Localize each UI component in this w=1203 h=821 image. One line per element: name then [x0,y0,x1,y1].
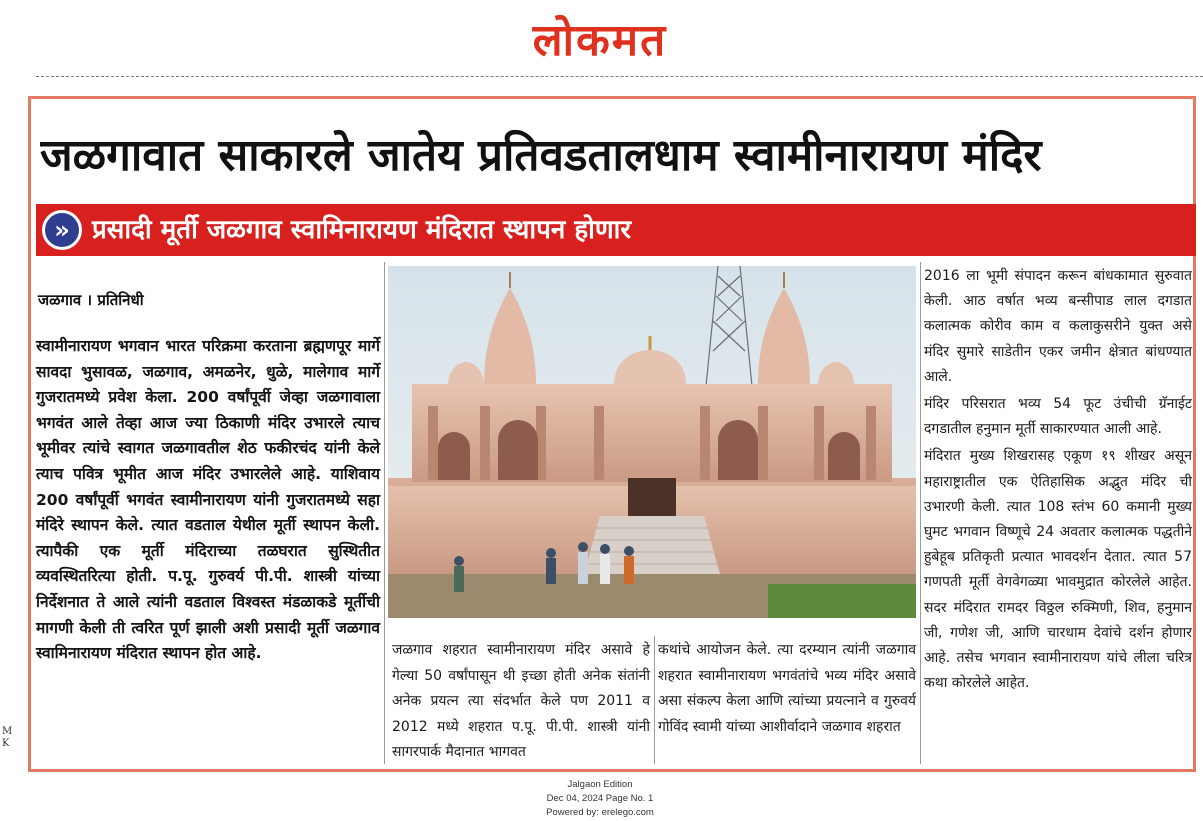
article-column-4 [924,264,1192,698]
column-4-paragraph-2: मंदिर परिसरात भव्य 54 फूट उंचीची ग्रॅनाईट दगडातील हनुमान मूर्ती साकारण्यात आली आहे. [924,396,1192,438]
article-column-3: कथांचे आयोजन केले. त्या दरम्यान त्यांनी जळगाव शहरात स्वामीनारायण भगवंतांचे भव्य मंदिर असावे असा संकल्प केला आणि त्यांच्या प्रयत्नाने व गुरुवर्य गोविंद स्वामी यांच्या आशीर्वादाने जळगाव शहरात [658,642,916,735]
date-page-label: Dec 04, 2024 Page No. 1 [546,793,654,804]
article-column-2: जळगाव शहरात स्वामीनारायण मंदिर असावे हे गेल्या 50 वर्षांपासून थी इच्छा होती अनेक संतांनी अनेक प्रयत्न त्या संदर्भात केले पण 2011 व 2012 मध्ये शहरात प.पू. पी.पी. शास्त्री यांनी सागरपार्क मैदानात भागवत [392,642,650,760]
column-divider [654,636,655,764]
column-divider [920,262,921,764]
column-divider [384,262,385,764]
column-4-paragraph-1: 2016 ला भूमी संपादन करून बांधकामात सुरुवात केली. आठ वर्षात भव्य बन्सीपाड लाल दगडात कलात्मक कोरीव काम व कलाकुसरीने युक्त असे मंदिर सुमारे साडेतीन एकर जमीन क्षेत्रात बांधण्यात आले. [924,268,1192,385]
column-4-paragraph-3: मंदिरात मुख्य शिखरासह एकूण १९ शीखर असून महाराष्ट्रातील एक ऐतिहासिक अद्भुत मंदिर ची उभारणी केली. त्यात 108 स्तंभ 60 कमानी मुख्य घुमट भगवान विष्णूचे 24 अवतार कलात्मक पद्धतीने हुबेहूब प्रतिकृती प्रत्यात भावदर्शन देतात. त्यात 57 गणपती मूर्ती वेगवेगळ्या भावमुद्रात कोरलेले आहेत. सदर मंदिरात रामदर विठ्ठल रुक्मिणी, शिव, हनुमान जी, गणेश जी, आणि चारधाम देवांचे दर्शन होणार आहे. तसेच भगवान स्वामीनारायण यांचे लीला चरित्र कथा कोरलेले आहेत. [924,448,1192,692]
newspaper-logo: लोकमत [532,15,668,66]
subheadline-text: प्रसादी मूर्ती जळगाव स्वामिनारायण मंदिरात स्थापन होणार [92,215,632,245]
subheadline-banner [36,204,1196,256]
page-footer [500,778,700,820]
masthead [0,0,1203,78]
article-column-1: स्वामीनारायण भगवान भारत परिक्रमा करताना ब्रह्मणपूर मार्गे सावदा भुसावळ, जळगाव, अमळनेर, धुळे, मालेगाव मार्गे गुजरातमध्ये प्रवेश केला. 200 वर्षांपूर्वी जेव्हा जळगावाला भगवंत आले तेव्हा आज ज्या ठिकाणी मंदिर उभारले त्याच भूमीवर त्यांचे स्वागत जळगावतील शेठ फकीरचंद यांनी केले त्याच पवित्र भूमीत आज मंदिर उभारलेले आहे. याशिवाय 200 वर्षांपूर्वी भगवंत स्वामीनारायण यांनी गुजरातमध्ये सहा मंदिरे स्थापन केले. त्यात वडताल येथील मूर्ती स्थापन केली. त्यापैकी एक मूर्ती मंदिराच्या तळघरात सुस्थितीत व्यवस्थितरित्या होती. प.पू. गुरुवर्य पी.पी. शास्त्री यांच्या निर्देशनात ते आले त्यांनी वडताल विश्वस्त मंडळाकडे मूर्तीची मागणी केली ती त्वरित पूर्ण झाली अशी प्रसादी मूर्ती जळगाव स्वामिनारायण मंदिरात स्थापन होत आहे. [36,337,380,663]
article-headline: जळगावात साकारले जातेय प्रतिवडतालधाम स्वामीनारायण मंदिर [40,130,1042,181]
edition-label: Jalgaon Edition [567,779,633,790]
temple-photo [388,266,916,618]
double-chevron-icon: » [42,210,82,250]
masthead-divider [36,76,1203,77]
side-mark: M K [2,726,13,749]
powered-by-label: Powered by: erelego.com [546,807,654,818]
dateline: जळगाव । प्रतिनिधी [38,291,144,309]
